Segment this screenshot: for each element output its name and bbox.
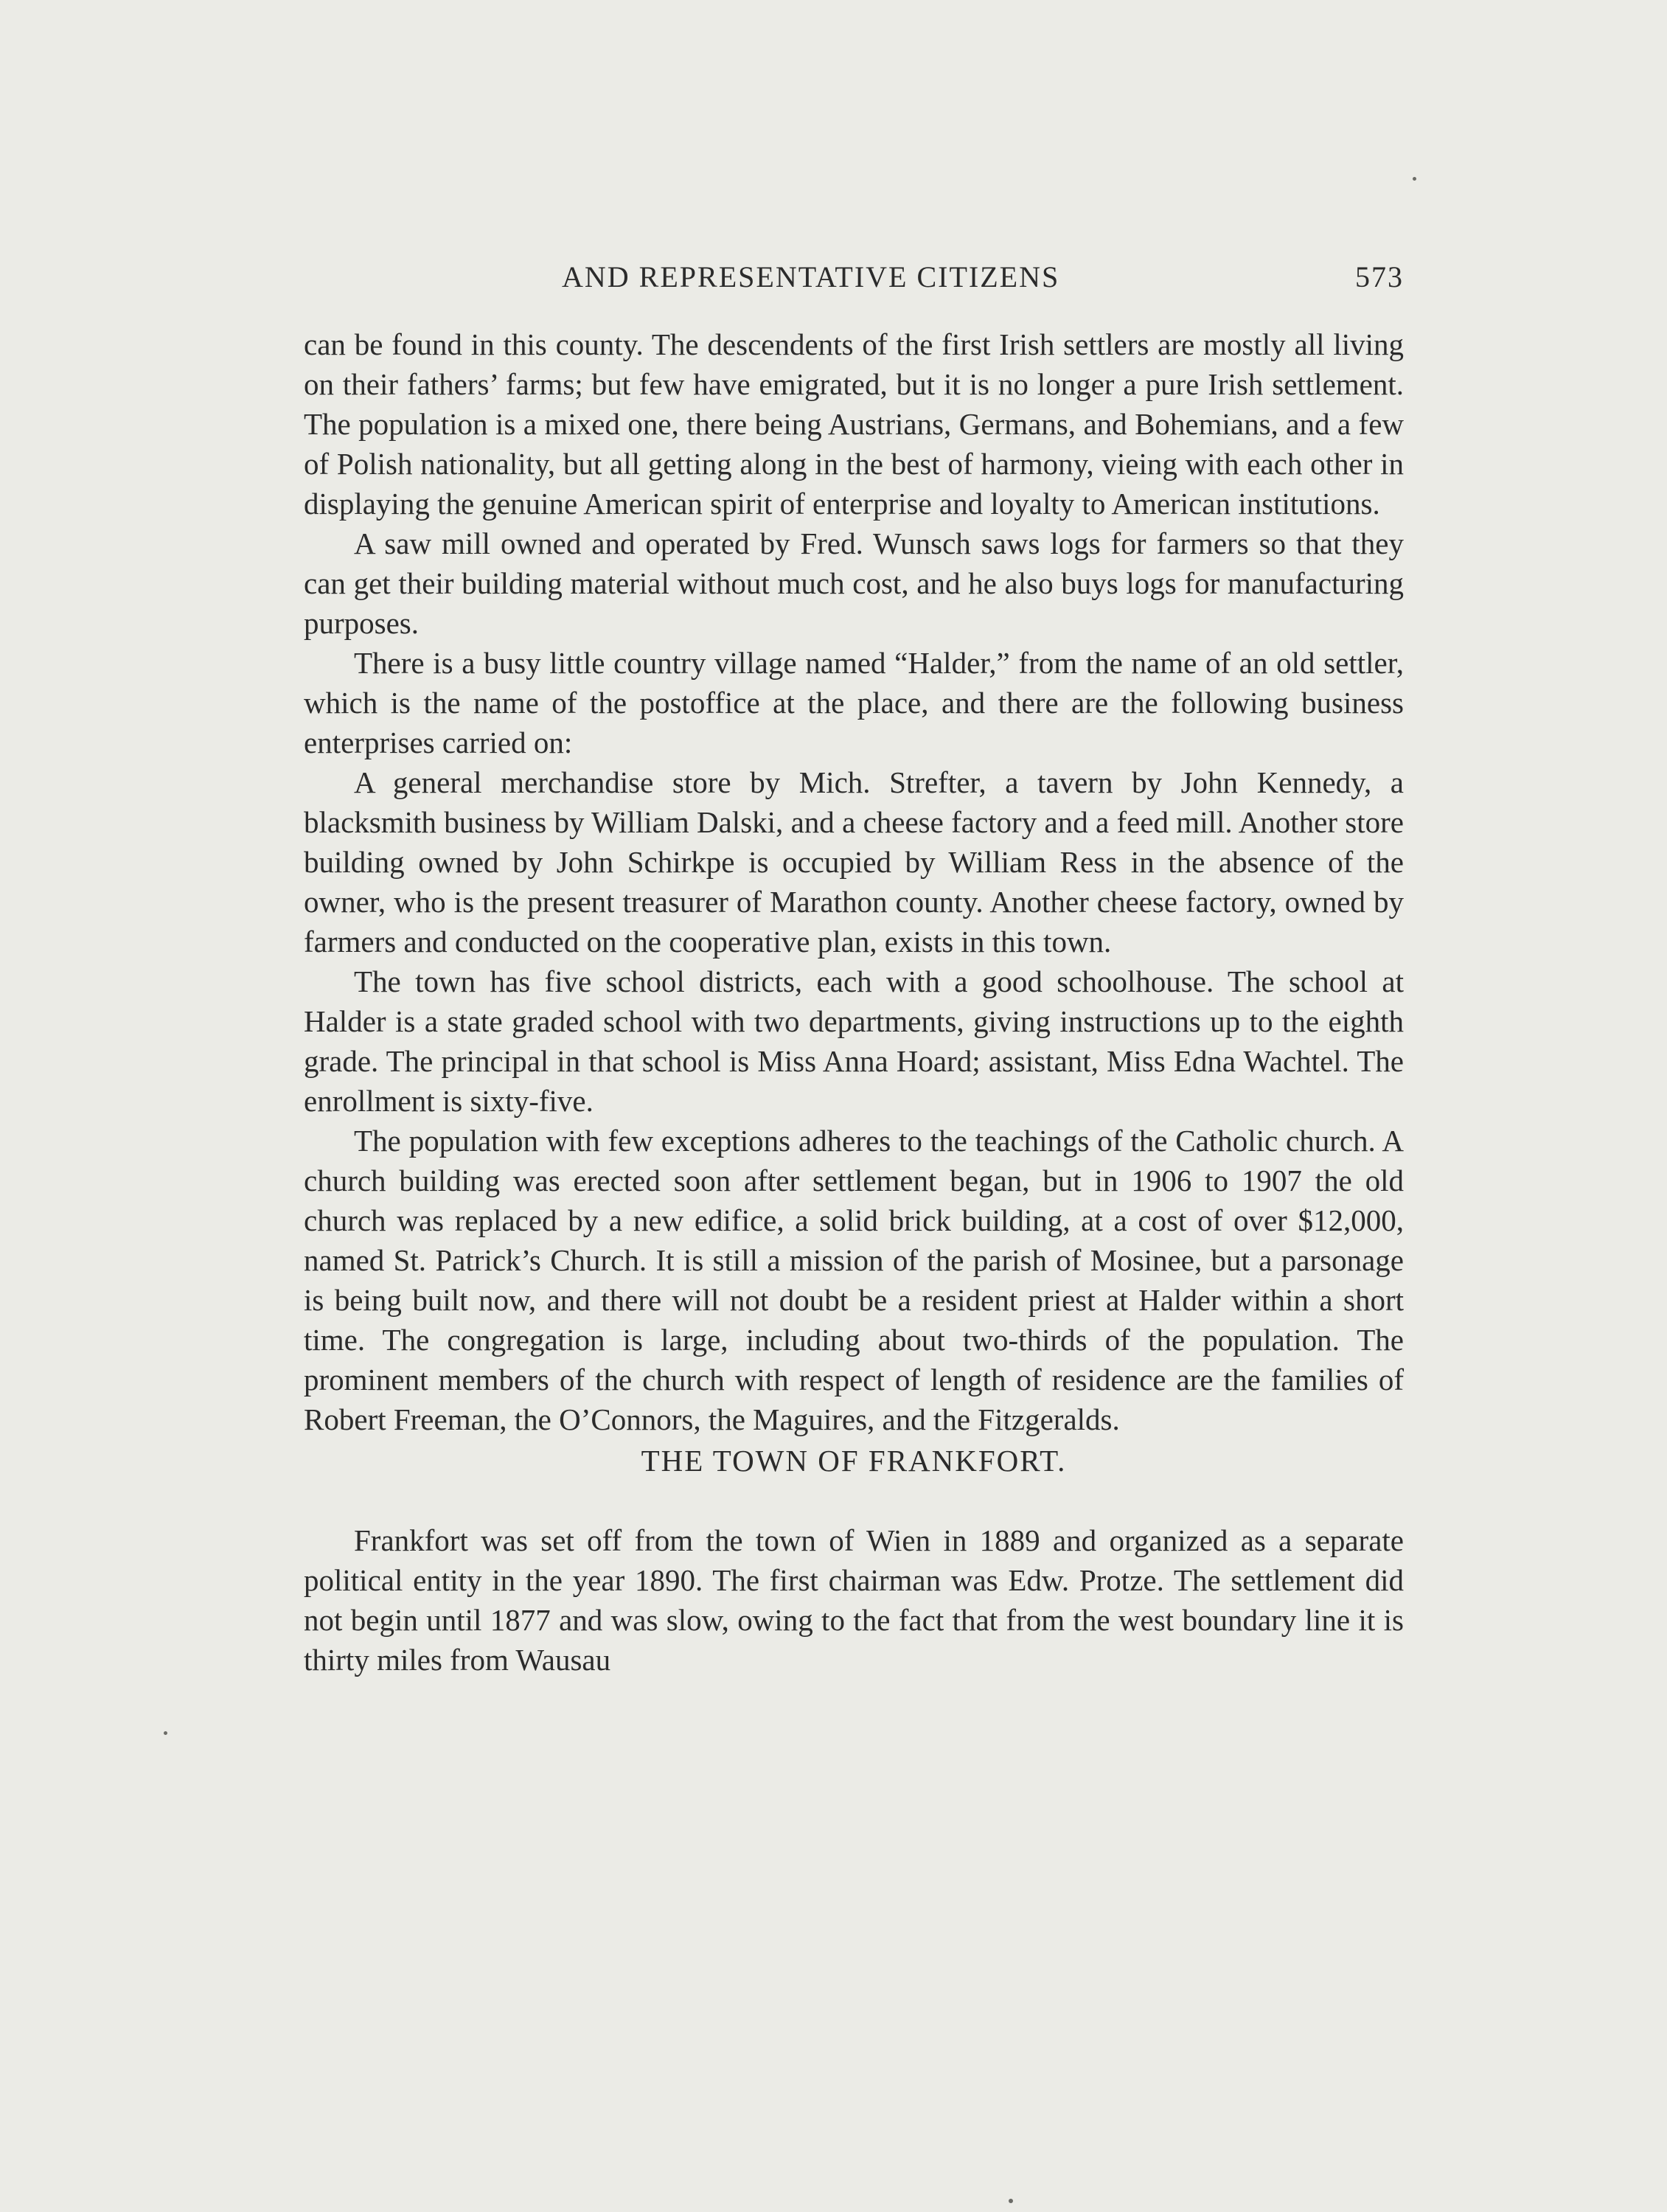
body-text <box>304 324 1404 1680</box>
paragraph-church: The population with few exceptions adheres to the teachings of the Catholic church. A church building was erected soon after settlement began, but in 1906 to 1907 the old church was replaced by a new edifice, a solid brick building, at a cost of over $12,000, named St. Patrick’s Church. It is still a mission of the parish of Mosinee, but a parsonage is being built now, and there will not doubt be a resident priest at Halder within a short time. The congregation is large, including about two-thirds of the population. The prominent members of the church with respect of length of residence are the families of Robert Freeman, the O’Connors, the Maguires, and the Fitzgeralds. <box>304 1124 1404 1436</box>
paper-speck <box>1413 177 1416 181</box>
paragraph-saw-mill: A saw mill owned and operated by Fred. Wunsch saws logs for farmers so that they can get their building material without much cost, and he also buys logs for manufacturing purposes. <box>304 526 1404 640</box>
paper-speck <box>164 1731 167 1735</box>
paragraph-frankfort: Frankfort was set off from the town of Wien in 1889 and organized as a separate political entity in the year 1890. The first chairman was Edw. Protze. The settlement did not begin until 1877 and was slow, owing to the fact that from the west boundary line it is thirty miles from Wausau <box>304 1523 1404 1677</box>
paper-speck <box>1009 2199 1013 2203</box>
paragraph-continued: can be found in this county. The descendents of the first Irish settlers are mostly all living on their fathers’ farms; but few have emigrated, but it is no longer a pure Irish settlement. The population is a mixed one, there being Austrians, Germans, and Bohemians, and a few of Polish nationality, but all getting along in the best of harmony, vieing with each other in displaying the genuine American spirit of enterprise and loyalty to American institutions. <box>304 327 1404 521</box>
section-heading: THE TOWN OF FRANKFORT. <box>641 1444 1067 1478</box>
paragraph-businesses: A general merchandise store by Mich. Strefter, a tavern by John Kennedy, a blacksmith business by William Dalski, and a cheese factory and a feed mill. Another store building owned by John Schirkpe is occupied by William Ress in the absence of the owner, who is the present treasurer of Marathon county. Another cheese factory, owned by farmers and conducted on the cooperative plan, exists in this town. <box>304 765 1404 959</box>
running-head <box>304 260 1404 304</box>
paragraph-schools: The town has five school districts, each with a good schoolhouse. The school at Halder is a state graded school with two departments, giving instructions up to the eighth grade. The principal in that school is Miss Anna Hoard; assistant, Miss Edna Wachtel. The enrollment is sixty-five. <box>304 964 1404 1118</box>
running-title: AND REPRESENTATIVE CITIZENS <box>562 260 1060 293</box>
paragraph-halder-village: There is a busy little country village named “Halder,” from the name of an old settler, which is the name of the postoffice at the place, and there are the following business enterprises carried on: <box>304 646 1404 759</box>
page-number: 573 <box>1355 260 1404 293</box>
